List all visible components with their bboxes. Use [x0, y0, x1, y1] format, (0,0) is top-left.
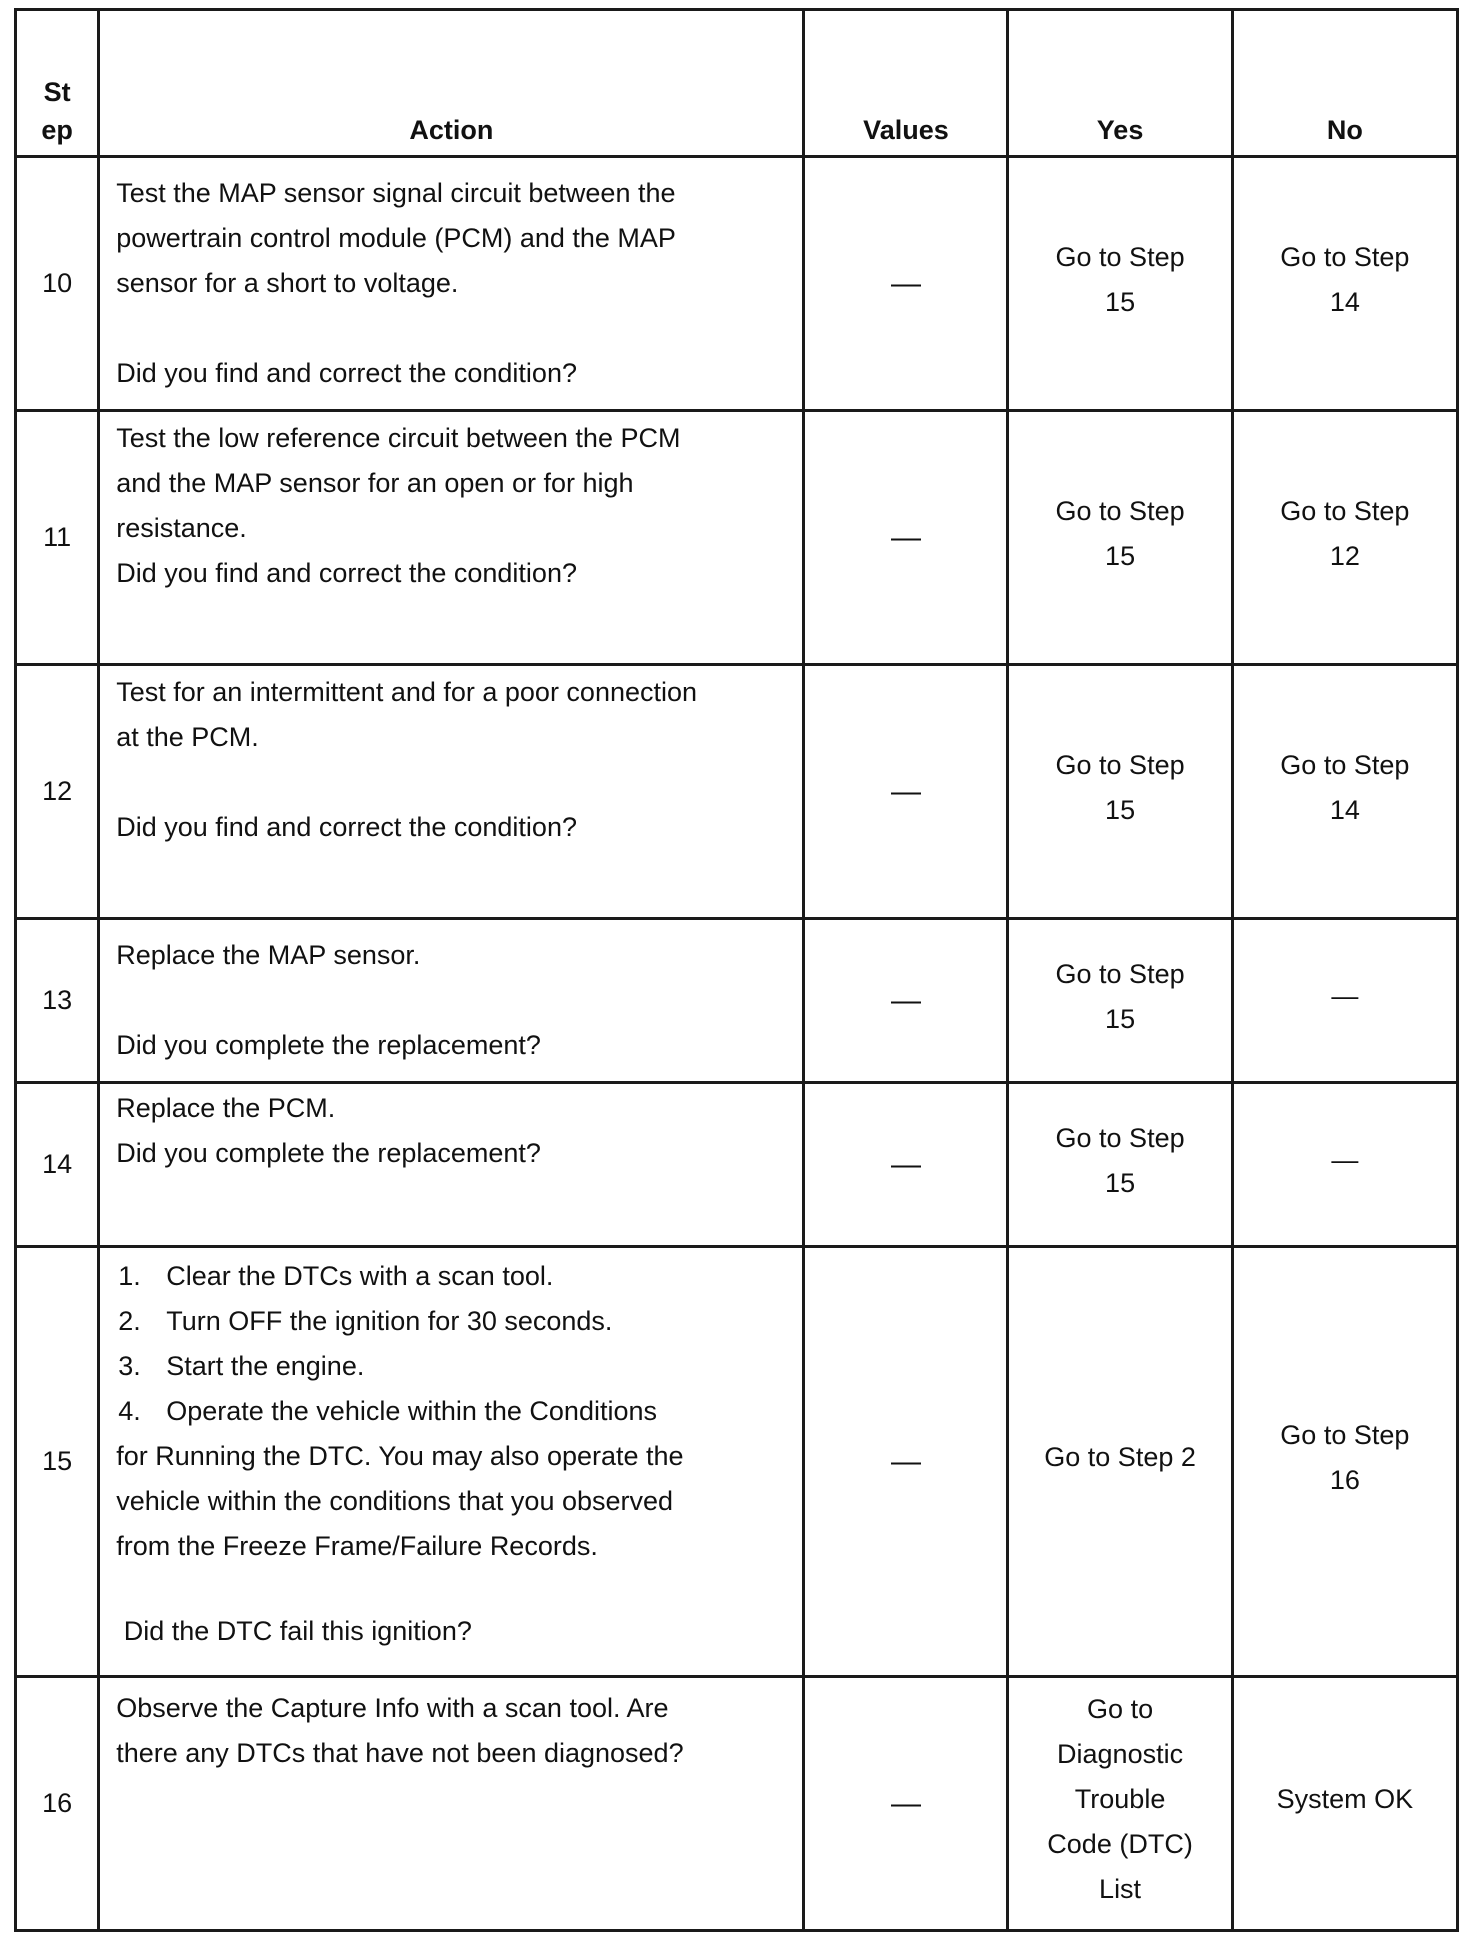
no-line: 14	[1329, 286, 1360, 317]
yes-cell	[1008, 411, 1232, 665]
yes-line: 15	[1105, 794, 1136, 825]
action-cell	[99, 1247, 804, 1677]
action-line: at the PCM.	[116, 722, 259, 752]
no-cell	[1232, 411, 1457, 665]
header-action-label: Action	[409, 115, 494, 145]
diagnostic-table	[14, 8, 1459, 1932]
yes-line: Diagnostic	[1057, 1739, 1184, 1769]
no-line: —	[1331, 1145, 1359, 1175]
no-line: 16	[1329, 1464, 1360, 1495]
list-number: 1.	[118, 1261, 141, 1291]
action-line: there any DTCs that have not been diagnosed?	[116, 1738, 684, 1768]
header-no	[1232, 10, 1457, 157]
values-dash: —	[890, 1147, 921, 1181]
list-item	[116, 1254, 792, 1299]
no-cell	[1232, 1677, 1457, 1931]
list-number: 2.	[118, 1306, 141, 1336]
step-number: 11	[16, 411, 99, 665]
list-text: Turn OFF the ignition for 30 seconds.	[166, 1306, 613, 1336]
step-number: 15	[16, 1247, 99, 1677]
yes-line: Go to Step	[1055, 241, 1185, 272]
values-cell	[804, 411, 1008, 665]
yes-cell	[1008, 1247, 1232, 1677]
yes-line: Go to Step 2	[1044, 1442, 1196, 1472]
list-item	[116, 1299, 792, 1344]
yes-cell	[1008, 919, 1232, 1083]
list-number: 4.	[118, 1396, 141, 1426]
yes-line: Go to Step	[1055, 958, 1185, 989]
step-number: 14	[16, 1083, 99, 1247]
yes-cell	[1008, 665, 1232, 919]
yes-line: Code (DTC)	[1047, 1829, 1193, 1859]
values-dash: —	[890, 774, 921, 808]
yes-line: 15	[1105, 286, 1136, 317]
values-dash: —	[890, 983, 921, 1017]
step-number: 13	[16, 919, 99, 1083]
action-cell	[99, 411, 804, 665]
no-line: 12	[1329, 540, 1360, 571]
no-cell	[1232, 1247, 1457, 1677]
no-cell	[1232, 1083, 1457, 1247]
list-number: 3.	[118, 1351, 141, 1381]
no-line: System OK	[1276, 1784, 1414, 1814]
yes-line: 15	[1105, 1003, 1136, 1034]
action-line: vehicle within the conditions that you observed	[116, 1486, 674, 1516]
values-dash: —	[890, 1444, 921, 1478]
yes-line: Trouble	[1074, 1784, 1166, 1814]
values-dash: —	[890, 266, 921, 300]
action-line: resistance.	[116, 513, 247, 543]
table-row	[16, 1083, 1458, 1247]
action-line: Test for an intermittent and for a poor connection	[116, 677, 698, 707]
list-item	[116, 1344, 792, 1389]
action-line: powertrain control module (PCM) and the MAP	[116, 223, 676, 253]
action-question: Did you complete the replacement?	[116, 1030, 541, 1060]
header-action	[99, 10, 804, 157]
values-dash: —	[890, 520, 921, 554]
yes-line: Go to	[1087, 1694, 1154, 1724]
action-question: Did you find and correct the condition?	[116, 558, 577, 588]
no-cell	[1232, 919, 1457, 1083]
yes-line: 15	[1105, 540, 1136, 571]
header-step-line2: ep	[41, 115, 73, 145]
action-question: Did the DTC fail this ignition?	[116, 1616, 472, 1646]
action-question: Did you find and correct the condition?	[116, 358, 577, 388]
action-line: and the MAP sensor for an open or for high	[116, 468, 634, 498]
yes-cell	[1008, 1677, 1232, 1931]
table-row	[16, 919, 1458, 1083]
action-line: for Running the DTC. You may also operate the	[116, 1441, 684, 1471]
values-cell	[804, 919, 1008, 1083]
action-line: Replace the PCM.	[116, 1093, 336, 1123]
no-line: Go to Step	[1280, 749, 1410, 780]
values-cell	[804, 1083, 1008, 1247]
action-line: Observe the Capture Info with a scan tool. Are	[116, 1693, 669, 1723]
header-no-label: No	[1326, 115, 1363, 145]
action-cell	[99, 665, 804, 919]
list-text: Clear the DTCs with a scan tool.	[166, 1261, 554, 1291]
no-cell	[1232, 665, 1457, 919]
no-line: Go to Step	[1280, 241, 1410, 272]
header-values	[804, 10, 1008, 157]
step-number: 16	[16, 1677, 99, 1931]
yes-line: Go to Step	[1055, 749, 1185, 780]
action-cell	[99, 1083, 804, 1247]
action-line: from the Freeze Frame/Failure Records.	[116, 1531, 598, 1561]
table-row	[16, 1247, 1458, 1677]
table-row	[16, 411, 1458, 665]
yes-cell	[1008, 157, 1232, 411]
yes-line: Go to Step	[1055, 1122, 1185, 1153]
action-cell	[99, 157, 804, 411]
action-question: Did you find and correct the condition?	[116, 812, 577, 842]
yes-cell	[1008, 1083, 1232, 1247]
list-item	[116, 1389, 792, 1434]
action-line: Test the MAP sensor signal circuit between the	[116, 178, 676, 208]
no-line: Go to Step	[1280, 1419, 1410, 1450]
no-line: 14	[1329, 794, 1360, 825]
values-cell	[804, 157, 1008, 411]
values-cell	[804, 1677, 1008, 1931]
no-cell	[1232, 157, 1457, 411]
header-step-line1: St	[43, 77, 71, 107]
values-dash: —	[890, 1786, 921, 1820]
table-row	[16, 157, 1458, 411]
header-yes	[1008, 10, 1232, 157]
yes-line: List	[1099, 1874, 1142, 1904]
action-line: sensor for a short to voltage.	[116, 268, 459, 298]
table-row	[16, 665, 1458, 919]
values-cell	[804, 665, 1008, 919]
no-line: —	[1331, 981, 1359, 1011]
no-line: Go to Step	[1280, 495, 1410, 526]
yes-line: Go to Step	[1055, 495, 1185, 526]
values-cell	[804, 1247, 1008, 1677]
step-number: 10	[16, 157, 99, 411]
action-line: Replace the MAP sensor.	[116, 940, 421, 970]
action-question: Did you complete the replacement?	[116, 1138, 541, 1168]
table-row	[16, 1677, 1458, 1931]
yes-line: 15	[1105, 1167, 1136, 1198]
list-text: Start the engine.	[166, 1351, 365, 1381]
header-row	[16, 10, 1458, 157]
header-values-label: Values	[863, 115, 949, 145]
action-cell	[99, 1677, 804, 1931]
action-line: Test the low reference circuit between the PCM	[116, 423, 681, 453]
header-step	[16, 10, 99, 157]
header-yes-label: Yes	[1096, 115, 1144, 145]
action-cell	[99, 919, 804, 1083]
list-text: Operate the vehicle within the Conditions	[166, 1396, 657, 1426]
step-number: 12	[16, 665, 99, 919]
